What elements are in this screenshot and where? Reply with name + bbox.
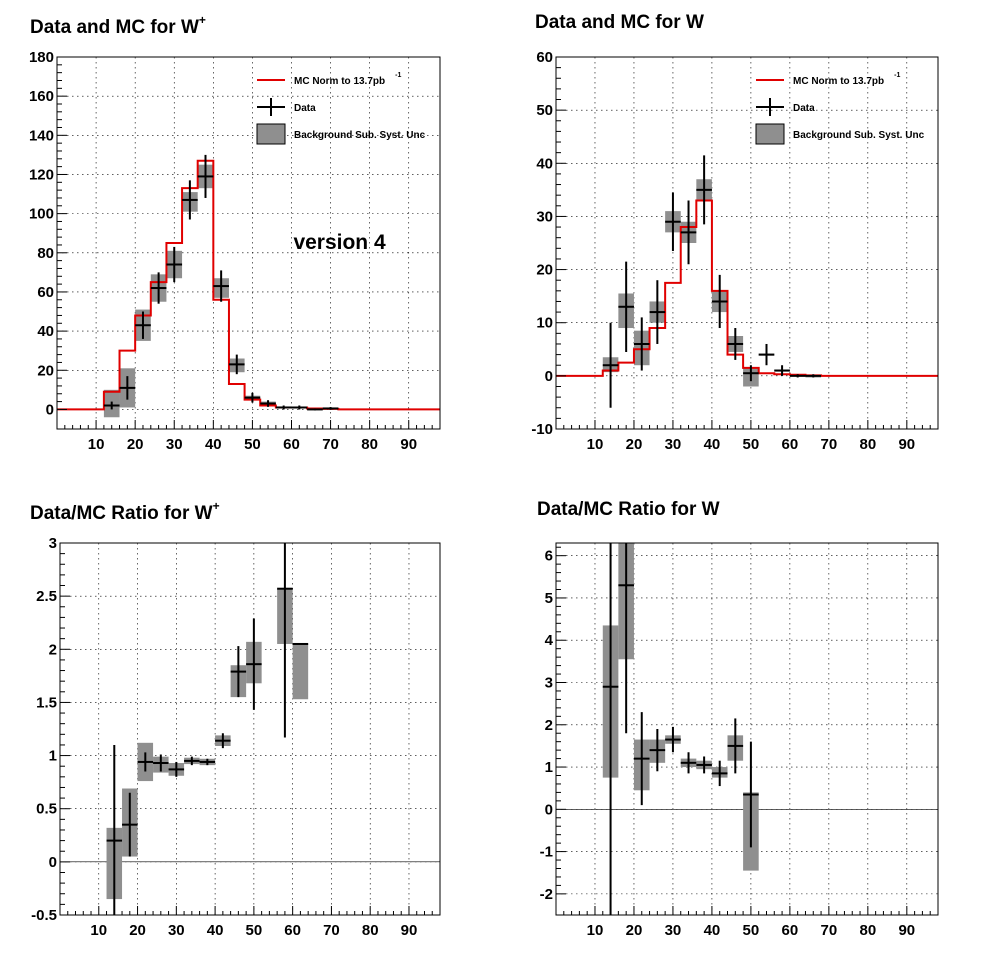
y-tick-label: 2.5 <box>36 588 57 606</box>
y-tick-label: 1.5 <box>36 694 57 712</box>
x-tick-label: 60 <box>283 436 300 453</box>
x-tick-label: 90 <box>400 922 418 939</box>
y-tick-label: 60 <box>37 283 54 301</box>
x-tick-label: 20 <box>625 436 643 453</box>
x-tick-label: 30 <box>664 436 682 453</box>
x-tick-label: 70 <box>820 922 838 939</box>
x-tick-label: 60 <box>781 922 799 939</box>
y-tick-label: 1 <box>544 759 553 777</box>
y-tick-label: 60 <box>536 49 553 66</box>
y-tick-label: 0 <box>45 401 54 419</box>
legend-label: Data <box>294 103 316 114</box>
y-tick-label: 20 <box>37 362 54 380</box>
y-tick-label: 120 <box>28 166 54 184</box>
x-tick-label: 40 <box>204 436 222 453</box>
x-tick-label: 80 <box>859 922 877 939</box>
x-tick-label: 50 <box>742 436 760 453</box>
syst-band <box>293 644 309 699</box>
x-tick-label: 40 <box>703 922 721 939</box>
x-tick-label: 80 <box>361 922 379 939</box>
y-tick-label: 80 <box>37 244 54 262</box>
y-tick-label: 0 <box>544 367 553 385</box>
x-tick-label: 90 <box>400 436 418 453</box>
y-tick-label: 30 <box>536 208 553 226</box>
panel-title-wminus: Data and MC for W <box>535 12 704 33</box>
x-tick-label: 30 <box>165 436 183 453</box>
y-tick-label: 20 <box>536 261 553 279</box>
x-tick-label: 60 <box>781 436 799 453</box>
y-tick-label: 0 <box>48 853 57 871</box>
legend-swatch-box <box>257 124 285 144</box>
x-tick-label: 20 <box>126 436 144 453</box>
y-tick-label: 40 <box>37 323 54 341</box>
y-tick-label: 160 <box>28 88 54 106</box>
y-tick-label: 140 <box>28 127 54 145</box>
x-tick-label: 30 <box>664 922 682 939</box>
x-tick-label: 60 <box>284 922 301 939</box>
x-tick-label: 40 <box>703 436 721 453</box>
x-tick-label: 80 <box>361 436 378 453</box>
x-tick-label: 50 <box>245 922 263 939</box>
legend-label-sup: -1 <box>395 72 402 79</box>
legend-swatch-box <box>756 124 784 144</box>
legend-label: MC Norm to 13.7pb <box>294 76 386 87</box>
x-tick-label: 90 <box>898 436 916 453</box>
y-tick-label: 0 <box>544 801 553 819</box>
x-tick-label: 70 <box>820 436 838 453</box>
y-tick-label: 40 <box>536 155 553 173</box>
y-tick-label: 3 <box>544 674 553 692</box>
legend-label: MC Norm to 13.7pb <box>793 76 885 87</box>
legend-label: Data <box>793 103 815 114</box>
legend-label: Background Sub. Syst. Unc <box>793 130 925 141</box>
y-tick-label: 2 <box>48 641 57 659</box>
y-tick-label: 5 <box>544 589 553 607</box>
legend-label-sup: -1 <box>894 72 901 79</box>
y-tick-label: 4 <box>544 632 553 650</box>
x-tick-label: 10 <box>90 922 108 939</box>
annotation-label: version 4 <box>293 230 386 254</box>
y-tick-label: 1 <box>48 747 57 765</box>
data-point <box>307 408 323 410</box>
y-tick-label: -2 <box>539 885 553 903</box>
x-tick-label: 70 <box>323 922 340 939</box>
x-tick-label: 20 <box>625 922 643 939</box>
x-tick-label: 30 <box>167 922 185 939</box>
x-tick-label: 80 <box>859 436 877 453</box>
x-tick-label: 10 <box>87 436 105 453</box>
x-tick-label: 10 <box>586 436 604 453</box>
y-tick-label: -10 <box>531 421 553 438</box>
panel-title-wplus: Data and MC for W+ <box>30 13 206 38</box>
y-tick-label: 0.5 <box>36 800 57 818</box>
y-tick-label: 6 <box>544 547 553 565</box>
y-tick-label: 100 <box>28 205 54 223</box>
x-tick-label: 10 <box>586 922 604 939</box>
data-point <box>323 407 339 410</box>
x-tick-label: 70 <box>322 436 339 453</box>
x-tick-label: 50 <box>244 436 261 453</box>
y-tick-label: 10 <box>536 314 553 332</box>
x-tick-label: 40 <box>206 922 224 939</box>
y-tick-label: 3 <box>48 535 57 552</box>
y-tick-label: 50 <box>536 102 553 120</box>
y-tick-label: -0.5 <box>31 907 57 924</box>
panel-title-ratio-wplus: Data/MC Ratio for W+ <box>30 499 220 524</box>
panel-title-ratio-wminus: Data/MC Ratio for W <box>537 499 720 520</box>
x-tick-label: 20 <box>129 922 146 939</box>
y-tick-label: 180 <box>28 49 54 66</box>
x-tick-label: 50 <box>742 922 760 939</box>
y-tick-label: 2 <box>544 716 553 734</box>
legend-label: Background Sub. Syst. Unc <box>294 130 426 141</box>
y-tick-label: -1 <box>539 843 553 861</box>
x-tick-label: 90 <box>898 922 916 939</box>
